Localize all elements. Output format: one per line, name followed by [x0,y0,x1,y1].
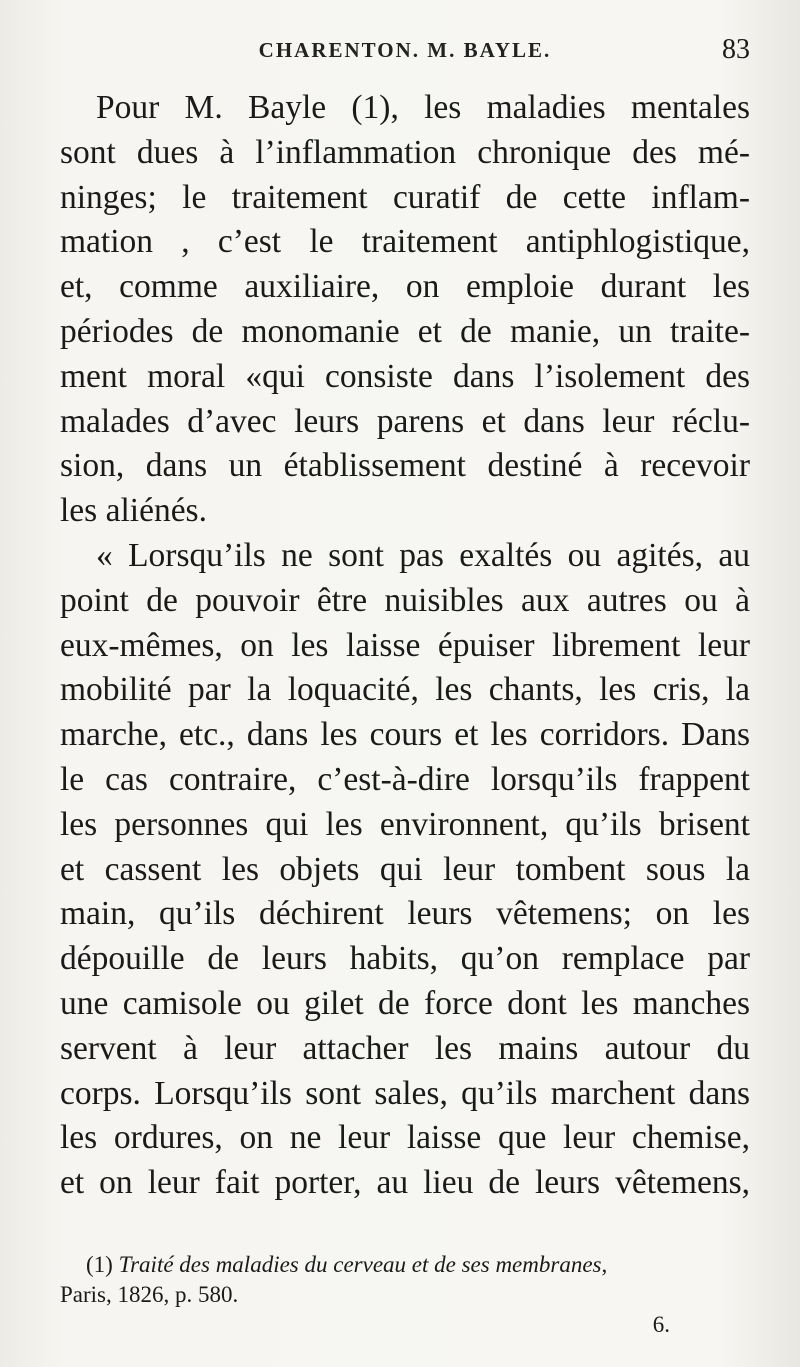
text-line: périodes de monomanie et de manie, un traite- [60,312,750,350]
page-header [60,34,750,78]
footnote-title-tail: , [601,1252,608,1277]
footnote-line: Paris, 1826, p. 580. [60,1282,239,1307]
page-number: 83 [722,34,750,65]
footnote [60,1250,750,1310]
text-line: mation , c’est le traitement antiphlogistique, [60,223,750,261]
text-line: malades d’avec leurs parens et dans leur réclu- [60,402,750,440]
body-text [60,86,750,1206]
text-line: Pour M. Bayle (1), les maladies mentales [96,89,750,126]
text-line: les aliénés. [60,492,207,530]
text-line: sion, dans un établissement destiné à recevoir [60,447,750,485]
signature-mark: 6. [652,1312,670,1337]
text-line: ment moral «qui consiste dans l’isolement des [60,357,750,395]
text-line: eux-mêmes, on les laisse épuiser librement leur [60,626,750,664]
text-line: et on leur fait porter, au lieu de leurs vêtemens, [60,1164,750,1202]
text-line: et cassent les objets qui leur tombent sous la [60,850,750,888]
text-line: mobilité par la loquacité, les chants, les cris, la [60,671,750,709]
text-line: marche, etc., dans les cours et les corridors. Dans [60,716,750,754]
text-line: une camisole ou gilet de force dont les manches [60,984,750,1022]
footnote-marker: (1) [86,1252,113,1277]
text-line: corps. Lorsqu’ils sont sales, qu’ils marchent dans [60,1074,750,1112]
text-line: « Lorsqu’ils ne sont pas exaltés ou agités, au [96,536,750,574]
text-line: et, comme auxiliaire, on emploie durant les [60,268,750,306]
text-line: point de pouvoir être nuisibles aux autres ou à [60,581,750,619]
text-line: sont dues à l’inflammation chronique des mé- [60,133,750,171]
text-line: le cas contraire, c’est-à-dire lorsqu’ils frappent [60,760,750,798]
text-line: les ordures, on ne leur laisse que leur chemise, [60,1119,750,1157]
text-line: les personnes qui les environnent, qu’ils brisent [60,805,750,843]
text-line: servent à leur attacher les mains autour du [60,1029,750,1067]
text-line: dépouille de leurs habits, qu’on remplace par [60,940,750,978]
text-line: main, qu’ils déchirent leurs vêtemens; on les [60,895,750,933]
footnote-title: Traité des maladies du cerveau et de ses membranes [118,1252,602,1277]
running-head: CHARENTON. M. BAYLE. [258,38,552,62]
footnote-line [60,1250,750,1280]
text-line: ninges; le traitement curatif de cette inflam- [60,178,750,216]
